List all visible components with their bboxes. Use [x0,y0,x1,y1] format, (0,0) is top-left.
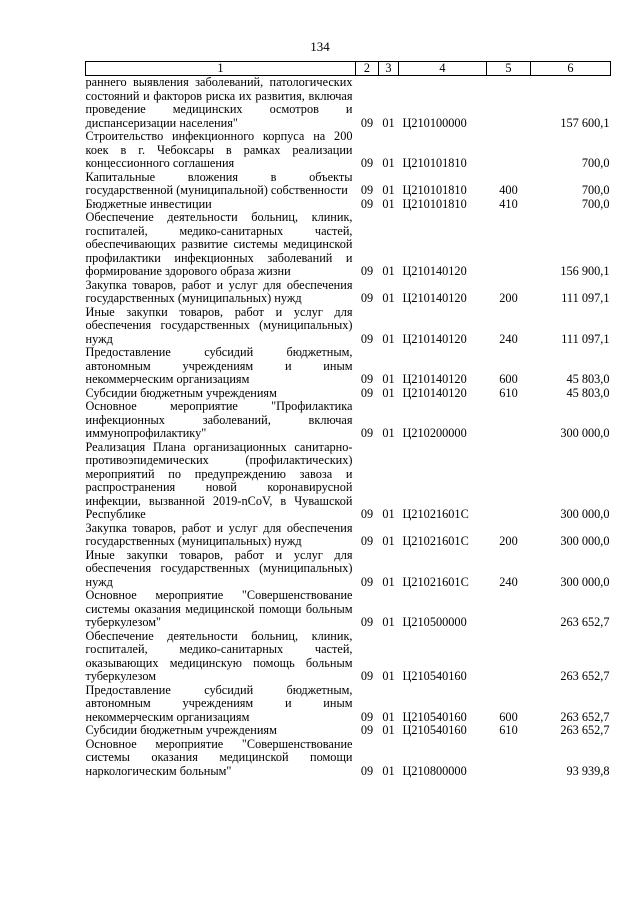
row-subsection: 01 [382,534,395,548]
row-subsection: 01 [382,723,395,737]
row-expense-type: 200 [499,534,518,548]
row-description: Субсидии бюджетным учреждениям [85,723,277,737]
row-description: Бюджетные инвестиции [85,196,212,211]
row-section: 09 [360,426,374,440]
row-amount: 157 600,1 [560,115,610,130]
row-amount: 300 000,0 [560,507,610,521]
row-target-code: Ц210140120 [402,385,467,400]
header-col-2: 2 [356,62,379,76]
row-expense-type [487,76,531,131]
row-target-code: Ц210540160 [402,723,467,737]
row-section: 09 [360,534,374,548]
row-subsection: 01 [382,196,395,211]
row-target-code: Ц210101810 [402,196,467,211]
row-subsection: 01 [382,507,395,521]
row-description: Капитальные вложения в объекты государственной (муниципальной) собственности [85,169,353,197]
header-col-6: 6 [531,62,611,76]
table-row [86,724,611,738]
table-row [86,630,611,684]
row-description: Иные закупки товаров, работ и услуг для обеспечения государственных (муниципальных) нужд [85,547,353,589]
row-subsection: 01 [382,115,395,130]
row-subsection: 01 [382,669,395,683]
table-row [86,306,611,347]
row-section: 09 [360,574,374,589]
budget-table [85,61,611,778]
row-section: 09 [360,709,374,724]
row-amount: 700,0 [581,196,610,211]
row-target-code: Ц21021601С [402,574,469,589]
table-row [86,589,611,630]
row-target-code: Ц210101810 [402,156,467,170]
row-section: 09 [360,507,374,521]
row-amount: 111 097,1 [561,291,610,305]
row-section: 09 [360,723,374,737]
row-amount: 263 652,7 [560,615,610,629]
row-expense-type: 610 [499,723,518,737]
row-target-code: Ц210100000 [402,115,467,130]
row-section: 09 [360,385,374,400]
row-section: 09 [360,115,374,130]
row-section: 09 [360,331,374,346]
row-expense-type [487,630,531,684]
table-row [86,441,611,522]
table-row [86,76,611,131]
row-subsection: 01 [382,183,395,197]
row-expense-type [487,130,531,171]
row-expense-type [487,400,531,441]
header-col-3: 3 [379,62,399,76]
row-description: Основное мероприятие "Совершенствование системы оказания медицинской помощи больным туберкулезом" [85,588,353,629]
table-row [86,522,611,549]
row-subsection: 01 [382,385,395,400]
row-subsection: 01 [382,291,395,305]
row-target-code: Ц210101810 [402,183,467,197]
row-expense-type [487,211,531,279]
row-subsection: 01 [382,264,395,278]
header-col-1: 1 [86,62,356,76]
row-description: Предоставление субсидий бюджетным, автономным учреждениям и иным некоммерческим организациям [85,682,353,724]
table-row [86,738,611,779]
row-amount: 93 939,8 [566,763,610,778]
row-target-code: Ц210200000 [402,426,467,440]
row-section: 09 [360,156,374,170]
row-amount: 300 000,0 [560,534,610,548]
row-expense-type: 410 [499,196,518,211]
row-subsection: 01 [382,763,395,778]
row-section: 09 [360,183,374,197]
row-subsection: 01 [382,156,395,170]
table-row [86,171,611,198]
row-amount: 111 097,1 [561,331,610,346]
row-amount: 263 652,7 [560,709,610,724]
row-target-code: Ц210540160 [402,709,467,724]
row-expense-type [487,738,531,779]
row-description: Реализация Плана организационных санитарно-противоэпидемических (профилактических) мероприятий по предупреждению завоза и распространения новой коронавирусной инфекции, вызванной 2019-nCoV, в Чувашской Республике [85,439,353,521]
row-expense-type: 240 [499,331,518,346]
table-row [86,346,611,387]
row-section: 09 [360,291,374,305]
header-col-4: 4 [399,62,487,76]
table-row [86,400,611,441]
row-target-code: Ц210140120 [402,331,467,346]
row-section: 09 [360,763,374,778]
row-section: 09 [360,615,374,629]
table-header-row [86,62,611,76]
table-row [86,130,611,171]
table-row [86,198,611,212]
row-expense-type: 240 [499,574,518,589]
row-target-code: Ц210540160 [402,669,467,683]
row-amount: 300 000,0 [560,426,610,440]
row-subsection: 01 [382,574,395,589]
row-subsection: 01 [382,372,395,386]
row-amount: 300 000,0 [560,574,610,589]
row-section: 09 [360,196,374,211]
row-target-code: Ц210140120 [402,291,467,305]
row-subsection: 01 [382,615,395,629]
table-row [86,387,611,401]
row-expense-type: 200 [499,291,518,305]
row-amount: 700,0 [581,156,610,170]
page-number: 134 [310,39,330,54]
row-description: Закупка товаров, работ и услуг для обеспечения государственных (муниципальных) нужд [85,520,353,548]
row-target-code: Ц210800000 [402,763,467,778]
row-description: Иные закупки товаров, работ и услуг для обеспечения государственных (муниципальных) нужд [85,304,353,346]
row-section: 09 [360,669,374,683]
table-row [86,211,611,279]
row-expense-type: 610 [499,385,518,400]
row-expense-type [487,589,531,630]
row-expense-type: 600 [499,709,518,724]
header-col-5: 5 [487,62,531,76]
row-amount: 263 652,7 [560,669,610,683]
row-expense-type: 600 [499,372,518,386]
row-description: Обеспечение деятельности больниц, клиник, госпиталей, медико-санитарных частей, оказывающих медицинскую помощь больным туберкулезом [85,628,353,683]
row-target-code: Ц21021601С [402,534,469,548]
row-description: Предоставление субсидий бюджетным, автономным учреждениям и иным некоммерческим организациям [85,345,353,386]
row-amount: 45 803,0 [566,372,610,386]
row-target-code: Ц210500000 [402,615,467,629]
row-target-code: Ц21021601С [402,507,469,521]
row-subsection: 01 [382,331,395,346]
row-amount: 45 803,0 [566,385,610,400]
row-expense-type [487,441,531,522]
row-amount: 263 652,7 [560,723,610,737]
table-row [86,279,611,306]
row-subsection: 01 [382,426,395,440]
table-row [86,549,611,590]
row-description: Обеспечение деятельности больниц, клиник, госпиталей, медико-санитарных частей, обеспечивающих развитие системы медицинской профилактики инфекционных заболеваний и формирование здорового образа жизни [85,210,353,278]
row-description: раннего выявления заболеваний, патологических состояний и факторов риска их развития, включая проведение медицинских осмотров и диспансеризации населения" [85,75,353,130]
row-target-code: Ц210140120 [402,264,467,278]
row-amount: 156 900,1 [560,264,610,278]
row-description: Основное мероприятие "Совершенствование системы оказания медицинской помощи наркологическим больным" [85,736,353,778]
row-subsection: 01 [382,709,395,724]
row-description: Строительство инфекционного корпуса на 200 коек в г. Чебоксары в рамках реализации концессионного соглашения [85,129,353,170]
row-target-code: Ц210140120 [402,372,467,386]
row-description: Закупка товаров, работ и услуг для обеспечения государственных (муниципальных) нужд [85,277,353,305]
row-amount: 700,0 [581,183,610,197]
table-row [86,684,611,725]
row-description: Субсидии бюджетным учреждениям [85,385,277,400]
row-expense-type: 400 [499,183,518,197]
row-section: 09 [360,372,374,386]
row-description: Основное мероприятие "Профилактика инфекционных заболеваний, включая иммунопрофилактику" [85,399,353,440]
row-section: 09 [360,264,374,278]
